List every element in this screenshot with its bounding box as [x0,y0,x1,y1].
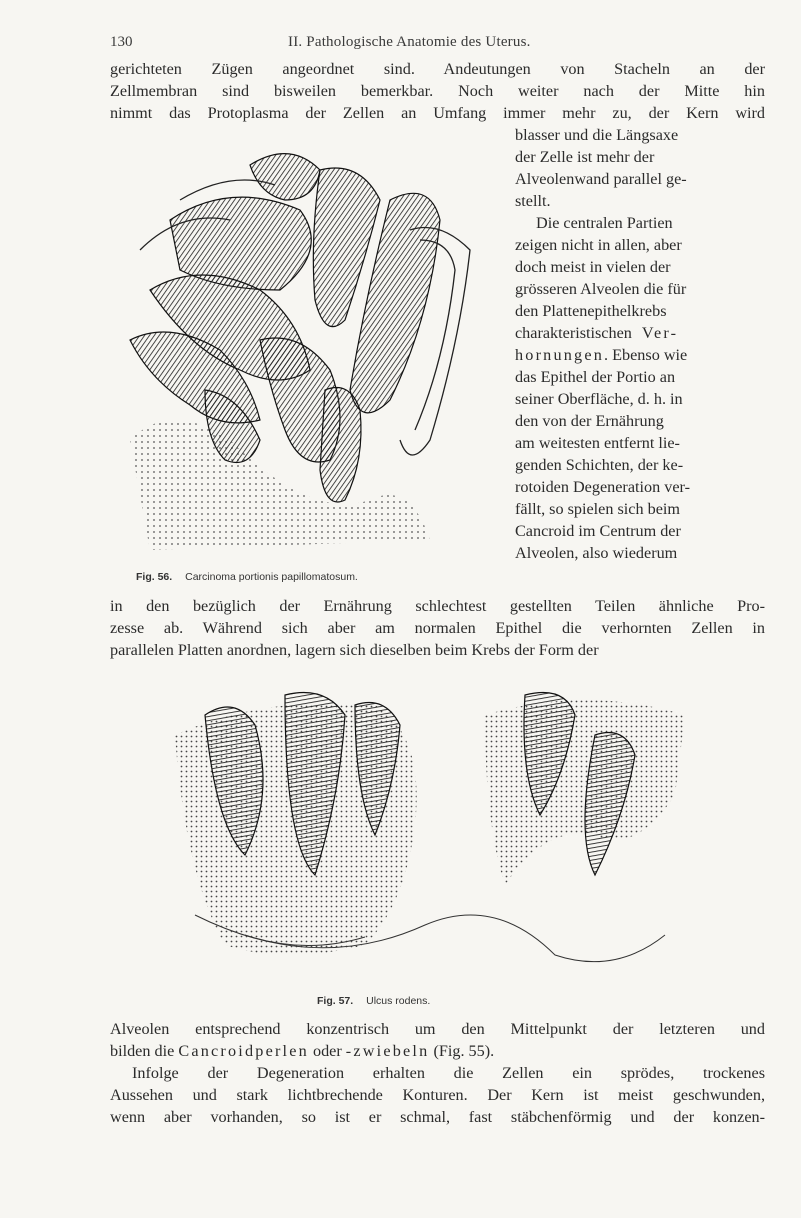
figure-caption-text: Carcinoma portionis papillomatosum. [185,571,358,583]
side-line-group [515,344,687,366]
spaced-term: hornungen [515,346,605,364]
side-line: den Plattenepithelkrebs [515,302,667,320]
figure-57-caption [317,995,430,1007]
body-line: gerichteten Zügen angeordnet sind. Andeutungen von Stacheln an der [110,60,765,78]
spaced-term: Cancroidperlen [178,1042,309,1060]
body-line: Zellmembran sind bisweilen bemerkbar. Noch weiter nach der Mitte hin [110,82,765,100]
figure-label: Fig. 57. [317,995,354,1007]
body-line: parallelen Platten anordnen, lagern sich dieselben beim Krebs der Form der [110,641,599,659]
figure-56-caption [136,571,358,583]
side-line: am weitesten entfernt lie- [515,434,680,452]
running-title: II. Pathologische Anatomie des Uterus. [288,34,531,50]
spaced-term: -zwiebeln [345,1042,430,1060]
figure-56-illustration [110,140,505,560]
side-line: fällt, so spielen sich beim [515,500,680,518]
side-line: Alveolen, also wiederum [515,544,678,562]
body-text: (Fig. 55). [429,1042,495,1060]
side-line-group [515,322,678,344]
side-line: blasser und die Längsaxe [515,126,679,144]
side-line: Alveolenwand parallel ge- [515,170,687,188]
body-text: oder [308,1042,346,1060]
page-number: 130 [110,34,133,50]
body-line: nimmt das Protoplasma der Zellen an Umfang immer mehr zu, der Kern wird [110,104,765,122]
body-line: Alveolen entsprechend konzentrisch um den Mittelpunkt der letzteren und [110,1020,765,1038]
body-line: in den bezüglich der Ernährung schlechtest gestellten Teilen ähnliche Pro- [110,597,765,615]
side-line: genden Schichten, der ke- [515,456,684,474]
side-line: doch meist in vielen der [515,258,671,276]
body-line: wenn aber vorhanden, so ist er schmal, fast stäbchenförmig und der konzen- [110,1108,765,1126]
side-line: zeigen nicht in allen, aber [515,236,682,254]
side-line: grösseren Alveolen die für [515,280,687,298]
figure-label: Fig. 56. [136,571,173,583]
body-line: Aussehen und stark lichtbrechende Konturen. Der Kern ist meist geschwunden, [110,1086,765,1104]
figure-57-illustration [165,675,695,975]
figure-caption-text: Ulcus rodens. [366,995,431,1007]
side-text: . Ebenso wie [604,346,688,364]
side-line: der Zelle ist mehr der [515,148,655,166]
side-line: rotoiden Degeneration ver- [515,478,690,496]
side-text: charakteristischen [515,324,632,342]
side-line: stellt. [515,192,551,210]
side-line: das Epithel der Portio an [515,368,676,386]
body-text: bilden die [110,1042,179,1060]
side-line: seiner Oberfläche, d. h. in [515,390,683,408]
side-line: Die centralen Partien [536,214,673,232]
body-line-group [110,1040,494,1062]
spaced-term: Ver- [641,324,679,342]
side-line: den von der Ernährung [515,412,664,430]
body-line: zesse ab. Während sich aber am normalen Epithel die verhornten Zellen in [110,619,765,637]
body-line: Infolge der Degeneration erhalten die Zellen ein sprödes, trockenes [132,1064,765,1082]
side-line: Cancroid im Centrum der [515,522,681,540]
